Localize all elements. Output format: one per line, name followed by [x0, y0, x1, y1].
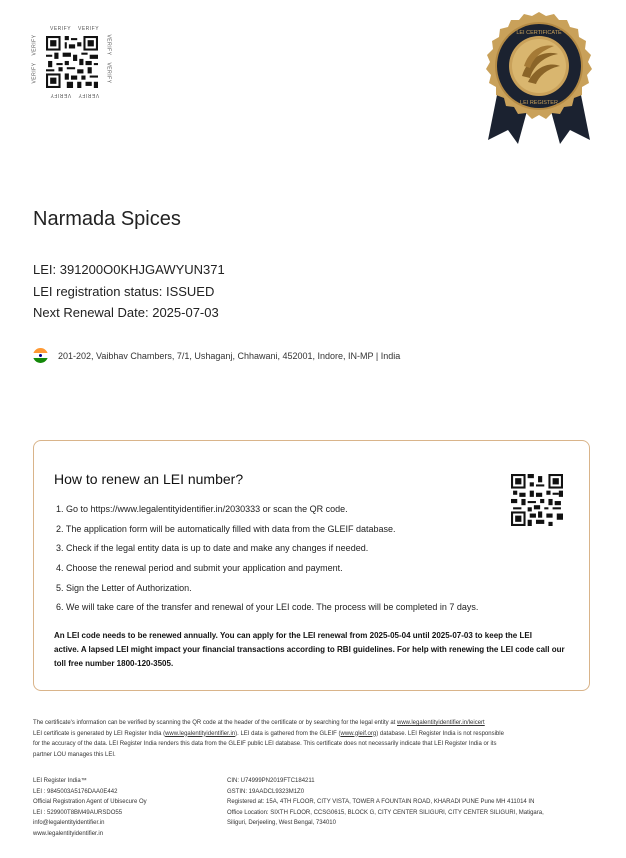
renewal-step: 4. Choose the renewal period and submit your application and payment. — [56, 563, 343, 574]
footer-line: LEI : 529900T8BM49AURSDO55 — [33, 809, 123, 816]
renewal-note — [54, 629, 574, 671]
verify-label: VERIFY — [31, 34, 38, 56]
registration-status: LEI registration status: ISSUED — [33, 284, 215, 299]
renewal-note-line: active. A lapsed LEI might impact your financial transactions according to RBI guidelines. For help with renewing the LEI code call our — [54, 645, 565, 654]
footer-line: GSTIN: 19AADCL9323M1Z0 — [227, 788, 305, 795]
disclaimer-text: ) database. LEI Register India is not responsible — [376, 730, 504, 737]
india-flag-icon — [33, 348, 48, 363]
verify-label: VERIFY — [50, 26, 72, 32]
address-text: 201-202, Vaibhav Chambers, 7/1, Ushaganj, Chhawani, 452001, Indore, IN-MP | India — [58, 350, 401, 361]
seal-ring-text: LEI REGISTER — [520, 100, 558, 106]
footer-line: CIN: U74999PN2019FTC184211 — [227, 778, 315, 784]
disclaimer-text: The certificate's information can be verified by scanning the QR code at the header of the certificate or by searching for the legal entity at — [33, 720, 398, 726]
footer-line: LEI Register India™ — [33, 778, 87, 784]
renewal-note-line: toll free number 1800-120-3505. — [54, 659, 174, 668]
lei-register-link[interactable]: www.legalentityidentifier.in — [165, 730, 236, 737]
verify-label: VERIFY — [105, 34, 112, 56]
seal-ring-text: LEI CERTIFICATE — [516, 30, 562, 36]
footer-website-link[interactable]: www.legalentityidentifier.in — [33, 830, 104, 837]
company-name: Narmada Spices — [33, 208, 181, 230]
disclaimer-text: ). LEI data is gathered from the GLEIF ( — [235, 730, 341, 737]
qr-code-icon — [46, 36, 98, 88]
footer-line: LEI : 9845003A5176DAA0E442 — [33, 788, 118, 795]
footer-line: Official Registration Agent of Ubisecure Oy — [33, 799, 147, 805]
renewal-info-box — [33, 440, 590, 691]
disclaimer-line — [33, 718, 591, 729]
disclaimer-line: partner LOU manages this LEI. — [33, 751, 116, 758]
gleif-link[interactable]: www.gleif.org — [340, 730, 377, 737]
renewal-steps — [56, 503, 478, 621]
verify-label: VERIFY — [78, 26, 100, 32]
lei-certificate-seal-icon — [484, 12, 594, 148]
verify-qr-code[interactable] — [31, 24, 112, 100]
verify-label: VERIFY — [105, 62, 112, 84]
verify-label: VERIFY — [31, 62, 38, 84]
renewal-step: 2. The application form will be automatically filled with data from the GLEIF database. — [56, 523, 396, 534]
lei-number: LEI: 391200O0KHJGAWYUN371 — [33, 262, 225, 277]
renewal-qr-code-icon[interactable] — [511, 474, 563, 526]
renewal-step: 3. Check if the legal entity data is up to date and make any changes if needed. — [56, 543, 369, 554]
next-renewal-date: Next Renewal Date: 2025-07-03 — [33, 305, 219, 320]
disclaimer-line: for the accuracy of the data. LEI Register India renders this data from the GLEIF public LEI database. This certificate does not necessarily indicate that LEI Register India or its — [33, 741, 497, 747]
renewal-note-line: An LEI code needs to be renewed annually. You can apply for the LEI renewal from 2025-05-04 until 2025-07-03 to keep the LEI — [54, 631, 532, 640]
leicert-link[interactable]: www.legalentityidentifier.in/leicert — [397, 720, 485, 726]
renewal-step: 6. We will take care of the transfer and renewal of your LEI code. The process will be completed in 7 days. — [56, 602, 479, 613]
disclaimer-line — [33, 729, 591, 740]
footer-line: Siliguri, Derjeeling, West Bengal, 734010 — [227, 820, 336, 826]
renewal-title: How to renew an LEI number? — [54, 471, 244, 487]
footer-line: Registered at: 15A, 4TH FLOOR, CITY VISTA, TOWER A FOUNTAIN ROAD, KHARADI PUNE Pune MH 411014 IN — [227, 799, 535, 805]
footer-disclaimer — [33, 718, 591, 760]
renewal-step: 5. Sign the Letter of Authorization. — [56, 582, 192, 593]
footer-line: Office Location: SIXTH FLOOR, CCSG0615, BLOCK G, CITY CENTER SILIGURI, CITY CENTER SILIGURI, Matigara, — [227, 809, 544, 816]
footer-registration-info — [227, 776, 587, 829]
verify-label: VERIFY — [50, 92, 72, 98]
verify-label: VERIFY — [78, 92, 100, 98]
renewal-step: 1. Go to https://www.legalentityidentifier.in/2030333 or scan the QR code. — [56, 504, 348, 514]
address-row — [33, 348, 400, 363]
footer-company-info — [33, 776, 147, 839]
disclaimer-text: LEI certificate is generated by LEI Register India ( — [33, 730, 166, 737]
footer-email-link[interactable]: info@legalentityidentifier.in — [33, 820, 105, 826]
